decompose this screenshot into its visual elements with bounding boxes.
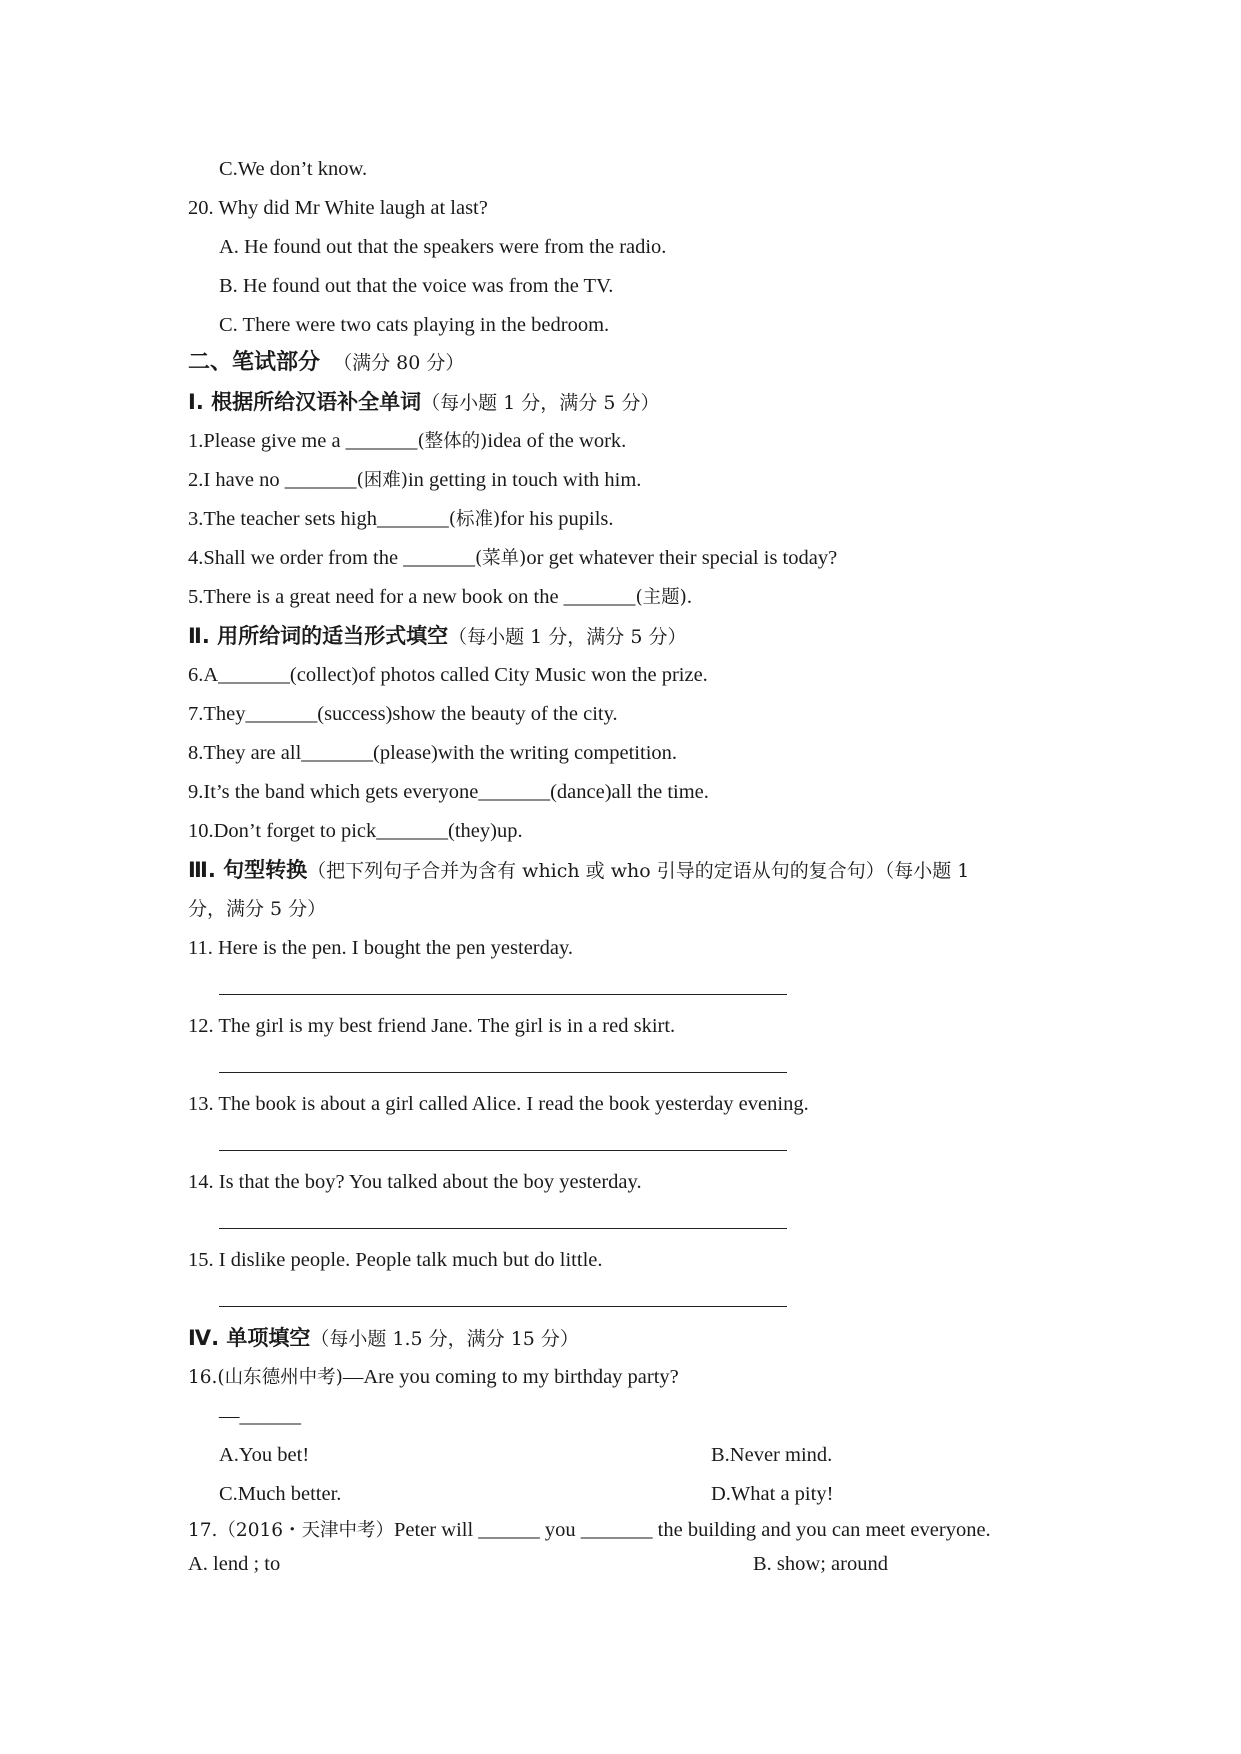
part2-note: （每小题 1 分，满分 5 分） (448, 626, 687, 648)
part2-heading (188, 622, 686, 651)
part3-heading (188, 856, 969, 885)
q19-option-c: C.We don’t know. (219, 158, 368, 180)
part3-note-line1: （把下列句子合并为含有 which 或 who 引导的定语从句的复合句）（每小题 1 (307, 860, 970, 882)
part1-item-3: 3.The teacher sets high_______(标准)for his pupils. (188, 508, 614, 530)
part1-item-4: 4.Shall we order from the _______(菜单)or get whatever their special is today? (188, 547, 838, 569)
q17-option-b: B. show; around (753, 1553, 888, 1575)
part3-item-15: 15. I dislike people. People talk much but do little. (188, 1249, 603, 1271)
q16-stem-line (188, 1363, 679, 1392)
part1-item-1: 1.Please give me a _______(整体的)idea of the work. (188, 430, 627, 452)
part2-item-10: 10.Don’t forget to pick_______(they)up. (188, 820, 523, 842)
q16-reply: —______ (219, 1405, 301, 1427)
q20-option-b: B. He found out that the voice was from the TV. (219, 275, 614, 297)
part1-item-2: 2.I have no _______(困难)in getting in touch with him. (188, 469, 642, 491)
q16-option-a: A.You bet! (219, 1444, 310, 1466)
part3-item-11: 11. Here is the pen. I bought the pen yesterday. (188, 937, 574, 959)
written-section-score: （满分 80 分） (333, 352, 465, 374)
answer-line-12[interactable] (219, 1072, 787, 1073)
part2-title: Ⅱ. 用所给词的适当形式填空 (188, 624, 449, 648)
q20-option-a: A. He found out that the speakers were from the radio. (219, 236, 667, 258)
q16-option-b: B.Never mind. (711, 1444, 833, 1466)
part2-item-7: 7.They_______(success)show the beauty of the city. (188, 703, 618, 725)
q16-stem: —Are you coming to my birthday party? (342, 1366, 679, 1388)
answer-line-15[interactable] (219, 1306, 787, 1307)
part3-item-13: 13. The book is about a girl called Alice. I read the book yesterday evening. (188, 1093, 809, 1115)
part4-note: （每小题 1.5 分，满分 15 分） (310, 1328, 579, 1350)
part2-item-8: 8.They are all_______(please)with the writing competition. (188, 742, 678, 764)
part1-title: Ⅰ. 根据所给汉语补全单词 (188, 390, 422, 414)
part1-note: （每小题 1 分，满分 5 分） (421, 392, 660, 414)
q17-source: 17.（2016・天津中考） (188, 1520, 395, 1541)
part1-heading (188, 388, 659, 417)
part3-item-12: 12. The girl is my best friend Jane. The girl is in a red skirt. (188, 1015, 676, 1037)
written-section-heading (188, 349, 464, 377)
answer-line-13[interactable] (219, 1150, 787, 1151)
q17-stem: Peter will ______ you _______ the building and you can meet everyone. (394, 1519, 991, 1541)
q20-stem: 20. Why did Mr White laugh at last? (188, 197, 488, 219)
q20-option-c: C. There were two cats playing in the bedroom. (219, 314, 610, 336)
q16-option-d: D.What a pity! (711, 1483, 834, 1505)
part1-item-5: 5.There is a great need for a new book on the _______(主题). (188, 586, 692, 608)
part3-item-14: 14. Is that the boy? You talked about the boy yesterday. (188, 1171, 642, 1193)
q17-option-a: A. lend ; to (188, 1553, 281, 1575)
part2-item-9: 9.It’s the band which gets everyone_______(dance)all the time. (188, 781, 709, 803)
part4-heading (188, 1324, 579, 1353)
q16-option-c: C.Much better. (219, 1483, 342, 1505)
q17-stem-line (188, 1516, 991, 1545)
part2-item-6: 6.A_______(collect)of photos called City Music won the prize. (188, 664, 708, 686)
answer-line-11[interactable] (219, 994, 787, 995)
q16-source: 16.(山东德州中考) (188, 1367, 343, 1388)
part3-title: Ⅲ. 句型转换 (188, 858, 308, 882)
answer-line-14[interactable] (219, 1228, 787, 1229)
part4-title: Ⅳ. 单项填空 (188, 1326, 311, 1350)
written-section-title: 二、笔试部分 (188, 350, 321, 375)
part3-note-line2: 分，满分 5 分） (188, 898, 327, 920)
